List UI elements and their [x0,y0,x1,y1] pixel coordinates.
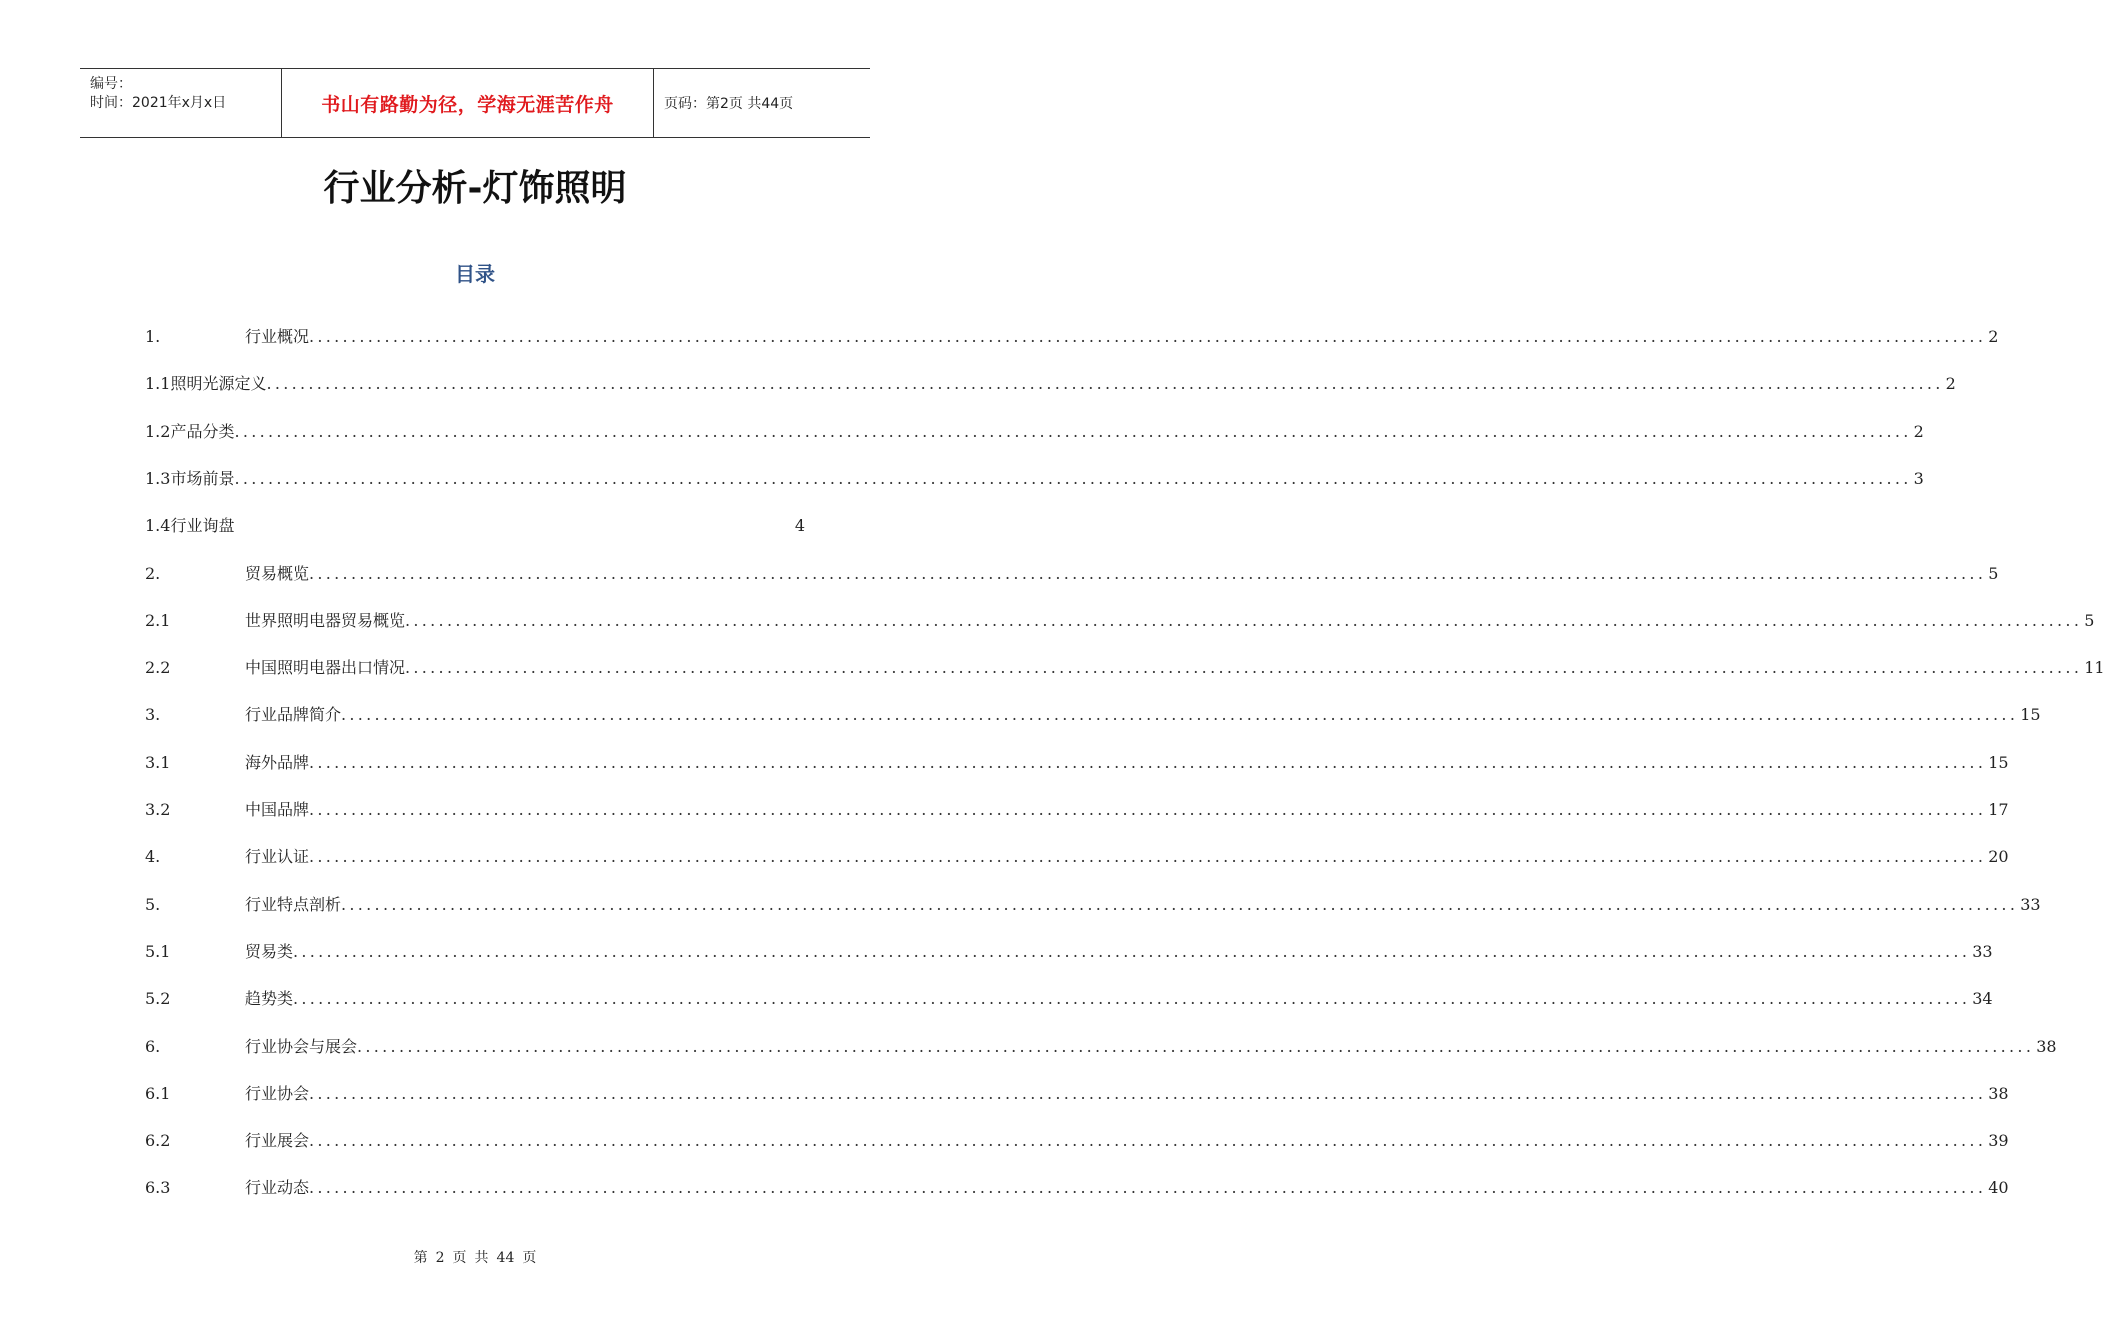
toc-entry[interactable] [145,512,805,536]
toc-entry-label: 趋势类 [245,989,294,1008]
toc-entry-page: 4 [794,516,805,535]
page-footer [0,1247,950,1267]
toc-entry-number: 1.4 [145,516,171,535]
toc-entry-number: 6.1 [145,1084,171,1103]
toc-leader-dots: ........................................................................................................................................................................................................ [309,753,1987,772]
toc-entry-label: 行业协会与展会 [245,1037,358,1056]
toc-entry[interactable] [145,796,2009,820]
toc-entry-number: 3. [145,705,161,724]
toc-entry-page: 33 [2020,895,2041,914]
footer-ye: 页 [452,1250,467,1266]
toc-entry-page: 2 [1945,374,1956,393]
toc-entry-label: 行业概况 [245,327,310,346]
toc-leader-dots: ........................................................................................................................................................................................................ [309,1131,1987,1150]
toc-entry-label: 贸易类 [245,942,294,961]
toc-entry[interactable] [145,323,1999,347]
toc-entry[interactable] [145,560,1999,584]
toc-entry[interactable] [145,891,2041,915]
toc-entry[interactable] [145,843,2009,867]
toc-leader-dots: ........................................................................................................................................................................................................ [309,847,1987,866]
header-page-cell [654,69,870,137]
toc-entry[interactable] [145,1080,2009,1104]
toc-entry-number: 5.2 [145,989,171,1008]
footer-page-number: 2 [435,1250,445,1266]
toc-leader-dots: ........................................................................................................................................................................................................ [309,327,1987,346]
toc-entry-label: 市场前景 [170,469,235,488]
toc-entry-label: 行业动态 [245,1178,310,1197]
toc-entry-page: 5 [2084,611,2095,630]
toc-entry-page: 11 [2084,658,2105,677]
toc-leader-dots: ........................................................................................................................................................................................................ [293,989,1971,1008]
toc-entry[interactable] [145,985,1993,1009]
toc-entry-page: 2 [1913,422,1924,441]
toc-entry-label: 行业协会 [245,1084,310,1103]
header-number-label: 编号： [90,76,132,92]
toc-entry-label: 贸易概览 [245,564,310,583]
toc-entry-label: 产品分类 [170,422,235,441]
toc-entry-label: 中国照明电器出口情况 [245,658,406,677]
toc-entry-number: 6. [145,1037,161,1056]
toc-entry-page: 38 [1988,1084,2009,1103]
toc-entry-label: 行业特点剖析 [245,895,342,914]
header-time-label: 时间：2021年x月x日 [90,95,227,111]
toc-leader-dots: ........................................................................................................................................................................................................ [234,422,1912,441]
document-title: 行业分析-灯饰照明 [323,168,627,209]
toc-entry-number: 1.3 [145,469,171,488]
toc-leader-dots: ........................................................................................................................................................................................................ [309,564,1987,583]
toc-entry[interactable] [145,654,2105,678]
toc-leader-dots: ........................................................................................................................................................................................................ [357,1037,2035,1056]
toc-entry-page: 2 [1988,327,1999,346]
toc-entry[interactable] [145,701,2041,725]
toc-entry[interactable] [145,1033,2057,1057]
header-motto: 书山有路勤为径，学海无涯苦作舟 [321,93,614,116]
toc-leader-dots: ........................................................................................................................................................................................................ [309,1084,1987,1103]
footer-di: 第 [413,1250,428,1266]
footer-gong: 共 [474,1250,489,1266]
toc-entry[interactable] [145,465,1924,489]
toc-entry-label: 海外品牌 [245,753,310,772]
toc-entry-page: 15 [2020,705,2041,724]
toc-entry-page: 17 [1988,800,2009,819]
toc-entry-number: 6.3 [145,1178,171,1197]
toc-entry-number: 1.2 [145,422,171,441]
toc-entry[interactable] [145,1174,2009,1198]
toc-entry-number: 6.2 [145,1131,171,1150]
toc-entry-number: 1. [145,327,161,346]
header-left-cell [80,69,282,137]
toc-leader-dots: ........................................................................................................................................................................................................ [405,611,2083,630]
header-page-label: 页码：第2页 共44页 [664,96,794,112]
toc-leader-dots: ........................................................................................................................................................................................................ [234,469,1912,488]
toc-leader-dots: ........................................................................................................................................................................................................ [293,942,1971,961]
footer-total-pages: 44 [496,1250,515,1266]
toc-entry-number: 3.1 [145,753,171,772]
toc-entry-label: 行业展会 [245,1131,310,1150]
toc-entry-page: 3 [1913,469,1924,488]
toc-heading: 目录 [455,262,495,286]
toc-entry-number: 2. [145,564,161,583]
toc-leader-dots: ........................................................................................................................................................................................................ [309,1178,1987,1197]
header-motto-cell [282,69,654,137]
toc-entry[interactable] [145,370,1956,394]
toc-leader-dots: ........................................................................................................................................................................................................ [405,658,2083,677]
toc-entry-page: 34 [1972,989,1993,1008]
toc-entry-page: 39 [1988,1131,2009,1150]
toc-leader-dots: ........................................................................................................................................................................................................ [266,374,1944,393]
page-header [80,68,870,138]
toc-entry-label: 行业认证 [245,847,310,866]
footer-ye2: 页 [522,1250,537,1266]
toc-leader-dots: ........................................................................................................................................................................................................ [341,705,2019,724]
toc-entry-number: 5.1 [145,942,171,961]
toc-entry[interactable] [145,418,1924,442]
toc-entry-label: 世界照明电器贸易概览 [245,611,406,630]
toc-entry-number: 1.1 [145,374,171,393]
toc-entry-page: 20 [1988,847,2009,866]
toc-entry-label: 照明光源定义 [170,374,267,393]
toc-entry[interactable] [145,1127,2009,1151]
toc-entry-page: 15 [1988,753,2009,772]
toc-entry-page: 40 [1988,1178,2009,1197]
toc-entry-page: 33 [1972,942,1993,961]
toc-entry[interactable] [145,607,2095,631]
toc-entry-page: 5 [1988,564,1999,583]
toc-entry[interactable] [145,749,2009,773]
toc-entry-label: 行业询盘 [170,516,235,535]
toc-entry-page: 38 [2036,1037,2057,1056]
toc-entry-number: 5. [145,895,161,914]
toc-leader-dots: ........................................................................................................................................................................................................ [341,895,2019,914]
toc-leader-dots: ........................................................................................................................................................................................................ [309,800,1987,819]
toc-entry-number: 2.2 [145,658,171,677]
toc-entry[interactable] [145,938,1993,962]
toc-entry-number: 2.1 [145,611,171,630]
toc-entry-label: 行业品牌简介 [245,705,342,724]
toc-entry-label: 中国品牌 [245,800,310,819]
toc-entry-number: 3.2 [145,800,171,819]
toc-entry-number: 4. [145,847,161,866]
